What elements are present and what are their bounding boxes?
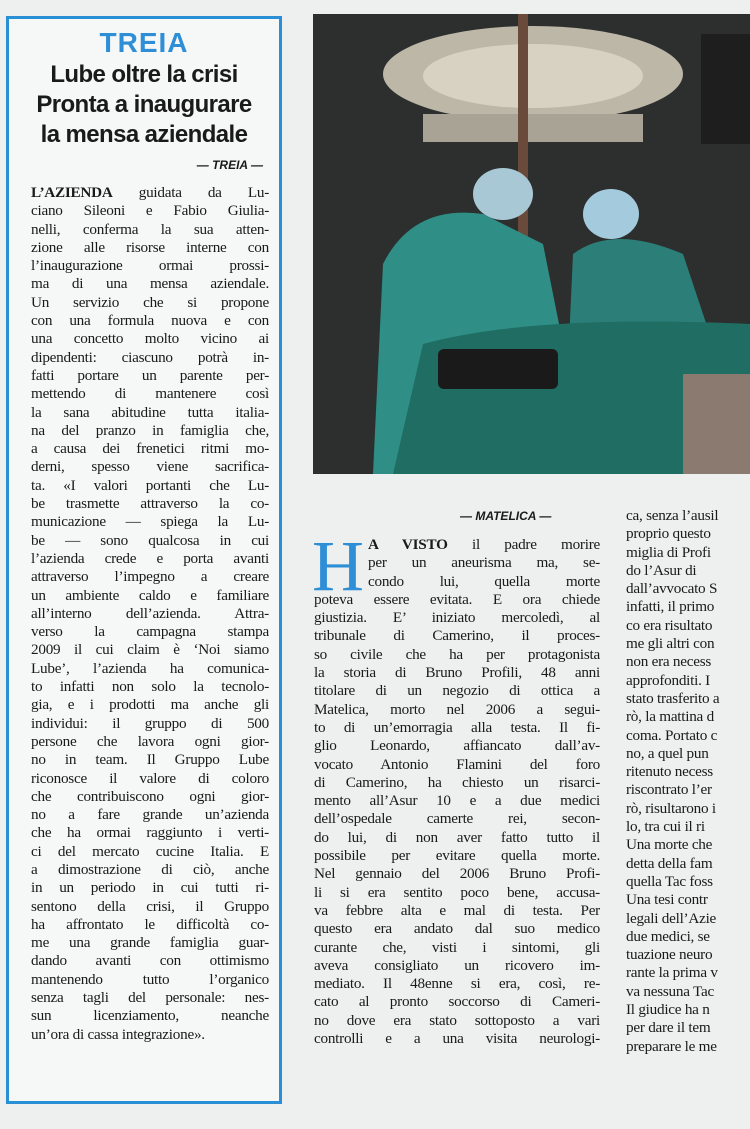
text-line: be — sono qualcosa in cui — [31, 531, 269, 549]
byline: — MATELICA — — [460, 509, 552, 523]
text-line: stato trasferito a — [626, 689, 720, 707]
text-line: co era risultato — [626, 616, 713, 634]
text-line: no a fare grande un’azienda — [31, 806, 269, 824]
text-line: be trasmette attraverso la co- — [31, 495, 269, 513]
text-line: so civile che ha per protagonista — [314, 645, 600, 663]
text-line: li si era sentito poco bene, accusa- — [314, 883, 600, 901]
text-line: questo era andato dal suo medico — [314, 920, 600, 938]
text-line: Una morte che — [626, 836, 713, 854]
text-line: l’azienda crede e porta avanti — [31, 549, 269, 567]
text-line: poteva essere evitata. E ora chiede — [314, 590, 600, 608]
text-line: riscontrato l’er — [626, 781, 712, 799]
text-line: Nel gennaio del 2006 Bruno Profi- — [314, 865, 600, 883]
text-line: una concetto molto vicino ai — [31, 330, 269, 348]
text-line: dando avanti con ottimismo — [31, 952, 269, 970]
text-line: 2009 il cui claim è ‘Noi siamo — [31, 641, 269, 659]
text-line: curante che, visti i sintomi, gli — [314, 938, 600, 956]
text-line: ca, senza l’ausil — [626, 507, 719, 524]
text-line: dall’avvocato S — [626, 580, 718, 598]
text-line: rò, risultarono i — [626, 799, 716, 817]
text-line: Lube’, l’azienda ha comunica- — [31, 659, 269, 677]
surgery-photo — [313, 14, 750, 474]
headline-line: la mensa aziendale — [40, 121, 248, 148]
text-line: a causa dei frenetici ritmi mo- — [31, 440, 269, 458]
article-body — [312, 526, 600, 1048]
text-line: Il giudice ha n — [626, 1001, 710, 1019]
text-line: derni, spesso viene sacrifica- — [31, 458, 269, 476]
text-line: ta. «I valori portanti che Lu- — [31, 476, 269, 494]
text-line: rante la prima v — [626, 964, 718, 982]
text-line: lo, tra cui il ri — [626, 818, 705, 836]
text-line: l’inaugurazione ormai prossi- — [31, 257, 269, 275]
text-line: che ha ormai raggiunto i verti- — [31, 824, 269, 842]
text-line: riconosce il valore di coloro — [31, 769, 269, 787]
text-line: possibile per evitare quella morte. — [314, 847, 600, 865]
text-line: Matelica, morto nel 2006 a segui- — [314, 700, 600, 718]
text-line: un’ora di cassa integrazione». — [31, 1025, 205, 1043]
text-line: zione alle risorse interne con — [31, 238, 269, 256]
text-line: la storia di Bruno Profili, 48 anni — [314, 664, 600, 682]
text-line: to infatti non solo la tecnolo- — [31, 678, 269, 696]
text-line: all’interno dell’azienda. Attra- — [31, 604, 269, 622]
text-line: do l’Asur di — [626, 561, 697, 579]
left-article — [6, 16, 282, 1104]
text-line: vocato Antonio Flamini del foro — [314, 755, 600, 773]
lead-word: L’AZIENDA — [31, 184, 113, 201]
text-line: ma di una mensa aziendale. — [31, 275, 269, 293]
text-line: mettendo di mantenere così — [31, 385, 269, 403]
text-line: ciano Sileoni e Fabio Giulia- — [31, 202, 269, 220]
text-line: individui: il gruppo di 500 — [31, 714, 269, 732]
text-line: controlli e a una visita neurologi- — [314, 1030, 600, 1048]
text-line: con una formula nuova e con — [31, 312, 269, 330]
text-line: proprio questo — [626, 525, 711, 543]
text-line: nelli, conferma la sua atten- — [31, 220, 269, 238]
text-line: sentono della crisi, il Gruppo — [31, 897, 269, 915]
text-line: tribunale di Camerino, il proces- — [314, 627, 600, 645]
text-line: titolare di un negozio di ottica a — [314, 682, 600, 700]
text-line: approfonditi. I — [626, 671, 710, 689]
text-line: no dove era stato sottoposto a vari — [314, 1011, 600, 1029]
text-line: Un servizio che si propone — [31, 293, 269, 311]
text-line: sun licenziamento, neanche — [31, 1007, 269, 1025]
text-line: ci del mercato cucine Italia. E — [31, 842, 269, 860]
text-line: rò, la mattina d — [626, 708, 714, 726]
text-line: non era necess — [626, 653, 712, 671]
text-line: glio Leonardo, affiancato dall’av- — [314, 737, 600, 755]
article-body — [31, 184, 269, 1044]
headline-line: Lube oltre la crisi — [50, 61, 238, 88]
text-line: na del pranzo in famiglia che, — [31, 421, 269, 439]
text-line: a dimostrazione di ciò, anche — [31, 860, 269, 878]
text-line: tuazione neuro — [626, 946, 713, 964]
text-line: verso la campagna stampa — [31, 623, 269, 641]
text-line: per dare il tem — [626, 1019, 711, 1037]
text-line: infatti, il primo — [626, 598, 715, 616]
text-line: cato al pronto soccorso di Cameri- — [314, 993, 600, 1011]
text-line: gia, e i prodotti ma anche gli — [31, 696, 269, 714]
text-line: aveva consigliato un ricovero im- — [314, 956, 600, 974]
text-line: condo lui, quella morte — [368, 572, 600, 590]
text-line: la sana abitudine tutta italia- — [31, 403, 269, 421]
text-line: va nessuna Tac — [626, 982, 714, 1000]
text-line: fatti portare un parente per- — [31, 366, 269, 384]
text-line: coma. Portato c — [626, 726, 718, 744]
text-line: preparare le me — [626, 1037, 717, 1055]
text-line: me una grande famiglia guar- — [31, 934, 269, 952]
text-line: do lui, di non aver fatto tutto il — [314, 828, 600, 846]
headline-line: Pronta a inaugurare — [36, 91, 252, 118]
text-line: in un periodo in cui tutti ri- — [31, 879, 269, 897]
byline: — TREIA — — [196, 158, 263, 172]
text-line: dell’ospedale camerte rei, secon- — [314, 810, 600, 828]
text-line: legali dell’Azie — [626, 909, 717, 927]
text-line: mantenendo tutto l’organico — [31, 970, 269, 988]
text-line: Una tesi contr — [626, 891, 708, 909]
text-line: municazione — spiega la Lu- — [31, 513, 269, 531]
text-line: ritenuto necess — [626, 763, 713, 781]
surgery-illustration — [313, 14, 750, 474]
lead-word: A VISTO — [368, 536, 448, 553]
text-line: che contribuiscono ogni gior- — [31, 787, 269, 805]
text-line: A VISTO il padre morire — [368, 536, 600, 553]
text-line: attraverso l’impegno a creare — [31, 568, 269, 586]
text-line: no, a quel pun — [626, 744, 709, 762]
text-line: per un aneurisma ma, se- — [368, 554, 600, 572]
text-line: va febbre alta e mal di testa. Per — [314, 901, 600, 919]
text-line: un ambiente caldo e familiare — [31, 586, 269, 604]
text-line: dipendenti: ciascuno potrà in- — [31, 348, 269, 366]
text-line: senza tagli del personale: nes- — [31, 989, 269, 1007]
text-line: due medici, se — [626, 927, 710, 945]
text-line: no in team. Il Gruppo Lube — [31, 751, 269, 769]
section-tag: TREIA — [99, 27, 189, 58]
text-line: L’AZIENDA guidata da Lu- — [31, 184, 269, 201]
text-line: miglia di Profi — [626, 543, 711, 561]
text-line: di Camerino, ha chiesto un risarci- — [314, 773, 600, 791]
text-line: me gli altri con — [626, 635, 715, 653]
text-line: to di un’emorragia alla testa. Il fi- — [314, 718, 600, 736]
text-line: mento all’Asur 10 e a due medici — [314, 792, 600, 810]
text-line: quella Tac foss — [626, 872, 713, 890]
drop-cap: H — [312, 526, 364, 606]
text-line: persone che lavora ogni gior- — [31, 732, 269, 750]
headline — [15, 60, 273, 150]
text-line: mediato. Il 48enne si era, così, re- — [314, 975, 600, 993]
text-line: ha affrontato le difficoltà co- — [31, 915, 269, 933]
text-line: detta della fam — [626, 854, 713, 872]
text-line: giustizia. E’ iniziato mercoledì, al — [314, 609, 600, 627]
article-continuation — [626, 507, 750, 1056]
